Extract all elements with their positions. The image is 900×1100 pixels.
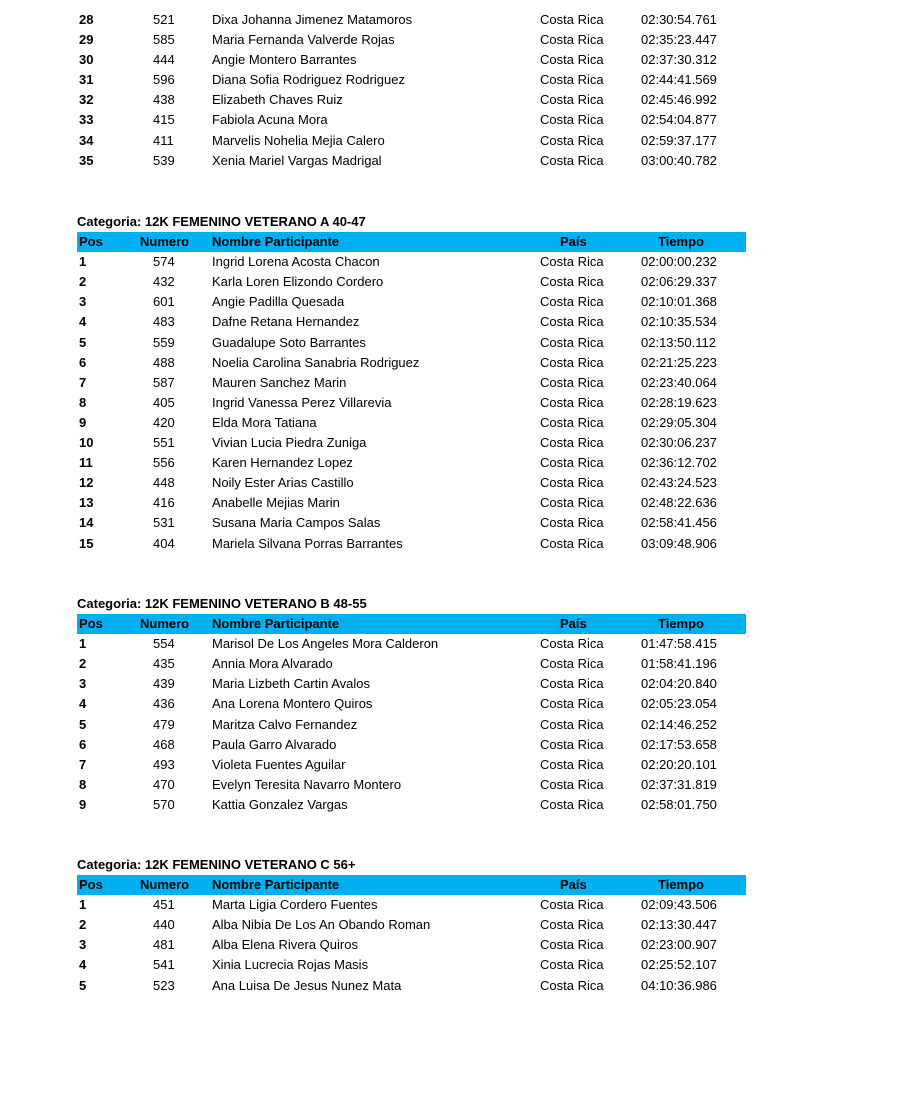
nombre-cell: Maria Lizbeth Cartin Avalos: [212, 676, 371, 692]
category-rows: [77, 895, 746, 995]
nombre-cell: Noily Ester Arias Castillo: [212, 475, 354, 491]
pos-cell: 4: [79, 314, 87, 330]
tiempo-cell: 02:45:46.992: [641, 92, 717, 108]
nombre-cell: Marta Ligia Cordero Fuentes: [212, 897, 378, 913]
pais-cell: Costa Rica: [540, 334, 604, 350]
nombre-cell: Annia Mora Alvarado: [212, 656, 333, 672]
pais-cell: Costa Rica: [540, 374, 604, 390]
table-row: [77, 333, 746, 353]
numero-cell: 596: [153, 72, 175, 88]
numero-cell: 523: [153, 977, 175, 993]
numero-cell: 574: [153, 254, 175, 270]
pos-cell: 7: [79, 756, 87, 772]
numero-cell: 531: [153, 515, 175, 531]
nombre-cell: Alba Nibia De Los An Obando Roman: [212, 917, 431, 933]
tiempo-cell: 02:35:23.447: [641, 32, 717, 48]
pais-cell: Costa Rica: [540, 455, 604, 471]
nombre-cell: Xenia Mariel Vargas Madrigal: [212, 152, 382, 168]
pos-cell: 9: [79, 796, 87, 812]
pos-cell: 11: [79, 455, 93, 471]
tiempo-cell: 02:30:54.761: [641, 12, 717, 27]
nombre-cell: Dixa Johanna Jimenez Matamoros: [212, 12, 413, 27]
table-row: [77, 534, 746, 554]
nombre-cell: Guadalupe Soto Barrantes: [212, 334, 366, 350]
pos-cell: 3: [79, 676, 87, 692]
table-row: [77, 312, 746, 332]
table-header: [77, 614, 746, 634]
numero-cell: 541: [153, 957, 175, 973]
pos-cell: 1: [79, 254, 87, 270]
pos-cell: 33: [79, 112, 94, 128]
tiempo-cell: 01:58:41.196: [641, 656, 717, 672]
tiempo-cell: 02:29:05.304: [641, 414, 717, 430]
pais-cell: Costa Rica: [540, 72, 604, 88]
nombre-cell: Noelia Carolina Sanabria Rodriguez: [212, 354, 420, 370]
numero-cell: 451: [153, 897, 175, 913]
tiempo-cell: 01:47:58.415: [641, 636, 717, 652]
pos-cell: 2: [79, 917, 87, 933]
header-numero: Numero: [140, 234, 190, 250]
numero-cell: 432: [153, 274, 175, 290]
table-row: [77, 393, 746, 413]
table-row: [77, 252, 746, 272]
table-header: [77, 232, 746, 252]
header-numero: Numero: [140, 616, 190, 632]
nombre-cell: Paula Garro Alvarado: [212, 736, 337, 752]
continuation-table: [77, 10, 746, 171]
nombre-cell: Elda Mora Tatiana: [212, 414, 317, 430]
nombre-cell: Elizabeth Chaves Ruiz: [212, 92, 343, 108]
header-pais: País: [560, 877, 587, 893]
numero-cell: 468: [153, 736, 175, 752]
numero-cell: 551: [153, 435, 175, 451]
pais-cell: Costa Rica: [540, 977, 604, 993]
table-row: [77, 70, 746, 90]
table-header: [77, 875, 746, 895]
pais-cell: Costa Rica: [540, 394, 604, 410]
pos-cell: 31: [79, 72, 94, 88]
pais-cell: Costa Rica: [540, 52, 604, 68]
pais-cell: Costa Rica: [540, 957, 604, 973]
pos-cell: 34: [79, 132, 94, 148]
tiempo-cell: 02:43:24.523: [641, 475, 717, 491]
table-row: [77, 30, 746, 50]
numero-cell: 479: [153, 716, 175, 732]
nombre-cell: Mauren Sanchez Marin: [212, 374, 347, 390]
pos-cell: 15: [79, 535, 94, 551]
pais-cell: Costa Rica: [540, 736, 604, 752]
table-row: [77, 895, 746, 915]
nombre-cell: Xinia Lucrecia Rojas Masis: [212, 957, 369, 973]
nombre-cell: Dafne Retana Hernandez: [212, 314, 360, 330]
pais-cell: Costa Rica: [540, 112, 604, 128]
table-row: [77, 795, 746, 815]
tiempo-cell: 02:09:43.506: [641, 897, 717, 913]
nombre-cell: Fabiola Acuna Mora: [212, 112, 328, 128]
numero-cell: 444: [153, 52, 175, 68]
table-row: [77, 292, 746, 312]
nombre-cell: Ingrid Lorena Acosta Chacon: [212, 254, 380, 270]
pos-cell: 4: [79, 957, 87, 973]
table-row: [77, 775, 746, 795]
pais-cell: Costa Rica: [540, 796, 604, 812]
numero-cell: 488: [153, 354, 175, 370]
tiempo-cell: 02:13:50.112: [641, 334, 716, 350]
table-row: [77, 151, 746, 171]
numero-cell: 438: [153, 92, 175, 108]
tiempo-cell: 02:10:01.368: [641, 294, 717, 310]
numero-cell: 493: [153, 756, 175, 772]
nombre-cell: Ingrid Vanessa Perez Villarevia: [212, 394, 392, 410]
table-row: [77, 353, 746, 373]
pais-cell: Costa Rica: [540, 32, 604, 48]
nombre-cell: Vivian Lucia Piedra Zuniga: [212, 435, 367, 451]
pos-cell: 14: [79, 515, 94, 531]
nombre-cell: Karla Loren Elizondo Cordero: [212, 274, 384, 290]
pos-cell: 1: [79, 636, 87, 652]
numero-cell: 559: [153, 334, 175, 350]
table-row: [77, 272, 746, 292]
pais-cell: Costa Rica: [540, 274, 604, 290]
header-nombre: Nombre Participante: [212, 616, 340, 632]
pos-cell: 5: [79, 334, 87, 350]
category-veterano-c: [77, 855, 746, 996]
category-veterano-a: [77, 212, 746, 554]
table-row: [77, 493, 746, 513]
pais-cell: Costa Rica: [540, 475, 604, 491]
table-row: [77, 413, 746, 433]
category-rows: [77, 634, 746, 815]
pos-cell: 32: [79, 92, 94, 108]
header-nombre: Nombre Participante: [212, 234, 340, 250]
pos-cell: 2: [79, 656, 87, 672]
tiempo-cell: 02:37:30.312: [641, 52, 717, 68]
numero-cell: 539: [153, 152, 175, 168]
pais-cell: Costa Rica: [540, 897, 604, 913]
table-row: [77, 10, 746, 30]
tiempo-cell: 02:28:19.623: [641, 394, 717, 410]
category-title: Categoria: 12K FEMENINO VETERANO C 56+: [77, 857, 356, 872]
nombre-cell: Anabelle Mejias Marin: [212, 495, 340, 511]
pais-cell: Costa Rica: [540, 656, 604, 672]
pos-cell: 6: [79, 736, 87, 752]
table-row: [77, 976, 746, 996]
header-tiempo: Tiempo: [658, 616, 704, 632]
numero-cell: 570: [153, 796, 175, 812]
pais-cell: Costa Rica: [540, 254, 604, 270]
numero-cell: 439: [153, 676, 175, 692]
tiempo-cell: 02:36:12.702: [641, 455, 717, 471]
numero-cell: 405: [153, 394, 175, 410]
table-row: [77, 433, 746, 453]
header-pos: Pos: [79, 877, 103, 893]
pos-cell: 5: [79, 716, 87, 732]
pos-cell: 3: [79, 937, 87, 953]
nombre-cell: Diana Sofia Rodriguez Rodriguez: [212, 72, 405, 88]
tiempo-cell: 04:10:36.986: [641, 977, 717, 993]
pos-cell: 1: [79, 897, 87, 913]
table-row: [77, 735, 746, 755]
pos-cell: 3: [79, 294, 87, 310]
tiempo-cell: 02:17:53.658: [641, 736, 717, 752]
header-pos: Pos: [79, 616, 103, 632]
numero-cell: 404: [153, 535, 175, 551]
numero-cell: 420: [153, 414, 175, 430]
nombre-cell: Karen Hernandez Lopez: [212, 455, 353, 471]
nombre-cell: Alba Elena Rivera Quiros: [212, 937, 358, 953]
tiempo-cell: 02:25:52.107: [641, 957, 717, 973]
pais-cell: Costa Rica: [540, 354, 604, 370]
pos-cell: 28: [79, 12, 94, 27]
pos-cell: 4: [79, 696, 87, 712]
nombre-cell: Maria Fernanda Valverde Rojas: [212, 32, 395, 48]
numero-cell: 481: [153, 937, 175, 953]
table-row: [77, 634, 746, 654]
pais-cell: Costa Rica: [540, 756, 604, 772]
pos-cell: 13: [79, 495, 94, 511]
category-title: Categoria: 12K FEMENINO VETERANO B 48-55: [77, 596, 367, 611]
pos-cell: 5: [79, 977, 87, 993]
tiempo-cell: 02:00:00.232: [641, 254, 717, 270]
numero-cell: 601: [153, 294, 175, 310]
numero-cell: 411: [153, 132, 174, 148]
numero-cell: 483: [153, 314, 175, 330]
pais-cell: Costa Rica: [540, 515, 604, 531]
pais-cell: Costa Rica: [540, 152, 604, 168]
pais-cell: Costa Rica: [540, 414, 604, 430]
pais-cell: Costa Rica: [540, 696, 604, 712]
nombre-cell: Violeta Fuentes Aguilar: [212, 756, 346, 772]
table-row: [77, 694, 746, 714]
numero-cell: 470: [153, 776, 175, 792]
tiempo-cell: 02:37:31.819: [641, 776, 717, 792]
table-row: [77, 50, 746, 70]
pais-cell: Costa Rica: [540, 12, 604, 27]
table-row: [77, 90, 746, 110]
pos-cell: 9: [79, 414, 87, 430]
header-nombre: Nombre Participante: [212, 877, 340, 893]
header-tiempo: Tiempo: [658, 234, 704, 250]
numero-cell: 415: [153, 112, 175, 128]
table-row: [77, 373, 746, 393]
pais-cell: Costa Rica: [540, 92, 604, 108]
tiempo-cell: 02:14:46.252: [641, 716, 717, 732]
nombre-cell: Mariela Silvana Porras Barrantes: [212, 535, 403, 551]
pos-cell: 35: [79, 152, 94, 168]
tiempo-cell: 02:10:35.534: [641, 314, 717, 330]
tiempo-cell: 03:00:40.782: [641, 152, 717, 168]
numero-cell: 556: [153, 455, 175, 471]
category-veterano-b: [77, 594, 746, 815]
table-row: [77, 955, 746, 975]
nombre-cell: Kattia Gonzalez Vargas: [212, 796, 348, 812]
tiempo-cell: 02:54:04.877: [641, 112, 717, 128]
numero-cell: 448: [153, 475, 175, 491]
pais-cell: Costa Rica: [540, 294, 604, 310]
pais-cell: Costa Rica: [540, 676, 604, 692]
pais-cell: Costa Rica: [540, 776, 604, 792]
table-row: [77, 935, 746, 955]
tiempo-cell: 02:23:40.064: [641, 374, 717, 390]
tiempo-cell: 02:13:30.447: [641, 917, 717, 933]
tiempo-cell: 02:30:06.237: [641, 435, 717, 451]
numero-cell: 554: [153, 636, 175, 652]
nombre-cell: Ana Lorena Montero Quiros: [212, 696, 373, 712]
header-pais: País: [560, 234, 587, 250]
tiempo-cell: 02:23:00.907: [641, 937, 717, 953]
tiempo-cell: 02:58:41.456: [641, 515, 717, 531]
nombre-cell: Marisol De Los Angeles Mora Calderon: [212, 636, 439, 652]
pos-cell: 8: [79, 394, 87, 410]
nombre-cell: Maritza Calvo Fernandez: [212, 716, 358, 732]
pais-cell: Costa Rica: [540, 917, 604, 933]
numero-cell: 436: [153, 696, 175, 712]
tiempo-cell: 02:58:01.750: [641, 796, 717, 812]
pos-cell: 29: [79, 32, 94, 48]
tiempo-cell: 02:06:29.337: [641, 274, 717, 290]
numero-cell: 416: [153, 495, 175, 511]
pos-cell: 8: [79, 776, 87, 792]
numero-cell: 521: [153, 12, 175, 27]
tiempo-cell: 02:20:20.101: [641, 756, 717, 772]
numero-cell: 585: [153, 32, 175, 48]
table-row: [77, 715, 746, 735]
pais-cell: Costa Rica: [540, 636, 604, 652]
table-row: [77, 110, 746, 130]
header-tiempo: Tiempo: [658, 877, 704, 893]
category-title: Categoria: 12K FEMENINO VETERANO A 40-47: [77, 214, 366, 229]
table-row: [77, 915, 746, 935]
tiempo-cell: 03:09:48.906: [641, 535, 717, 551]
tiempo-cell: 02:05:23.054: [641, 696, 717, 712]
tiempo-cell: 02:04:20.840: [641, 676, 717, 692]
pos-cell: 30: [79, 52, 94, 68]
pos-cell: 12: [79, 475, 94, 491]
header-pais: País: [560, 616, 587, 632]
numero-cell: 587: [153, 374, 175, 390]
pos-cell: 6: [79, 354, 87, 370]
pais-cell: Costa Rica: [540, 132, 604, 148]
pais-cell: Costa Rica: [540, 495, 604, 511]
table-row: [77, 513, 746, 533]
table-row: [77, 453, 746, 473]
table-row: [77, 755, 746, 775]
table-row: [77, 674, 746, 694]
numero-cell: 440: [153, 917, 175, 933]
nombre-cell: Ana Luisa De Jesus Nunez Mata: [212, 977, 402, 993]
pais-cell: Costa Rica: [540, 937, 604, 953]
table-row: [77, 654, 746, 674]
tiempo-cell: 02:21:25.223: [641, 354, 717, 370]
table-row: [77, 473, 746, 493]
header-numero: Numero: [140, 877, 190, 893]
pos-cell: 2: [79, 274, 87, 290]
category-rows: [77, 252, 746, 553]
nombre-cell: Angie Padilla Quesada: [212, 294, 345, 310]
pos-cell: 7: [79, 374, 87, 390]
nombre-cell: Marvelis Nohelia Mejia Calero: [212, 132, 385, 148]
pais-cell: Costa Rica: [540, 535, 604, 551]
table-row: [77, 131, 746, 151]
pos-cell: 10: [79, 435, 94, 451]
numero-cell: 435: [153, 656, 175, 672]
nombre-cell: Angie Montero Barrantes: [212, 52, 357, 68]
nombre-cell: Susana Maria Campos Salas: [212, 515, 381, 531]
tiempo-cell: 02:59:37.177: [641, 132, 717, 148]
tiempo-cell: 02:44:41.569: [641, 72, 717, 88]
tiempo-cell: 02:48:22.636: [641, 495, 717, 511]
header-pos: Pos: [79, 234, 103, 250]
pais-cell: Costa Rica: [540, 314, 604, 330]
nombre-cell: Evelyn Teresita Navarro Montero: [212, 776, 402, 792]
pais-cell: Costa Rica: [540, 435, 604, 451]
pais-cell: Costa Rica: [540, 716, 604, 732]
